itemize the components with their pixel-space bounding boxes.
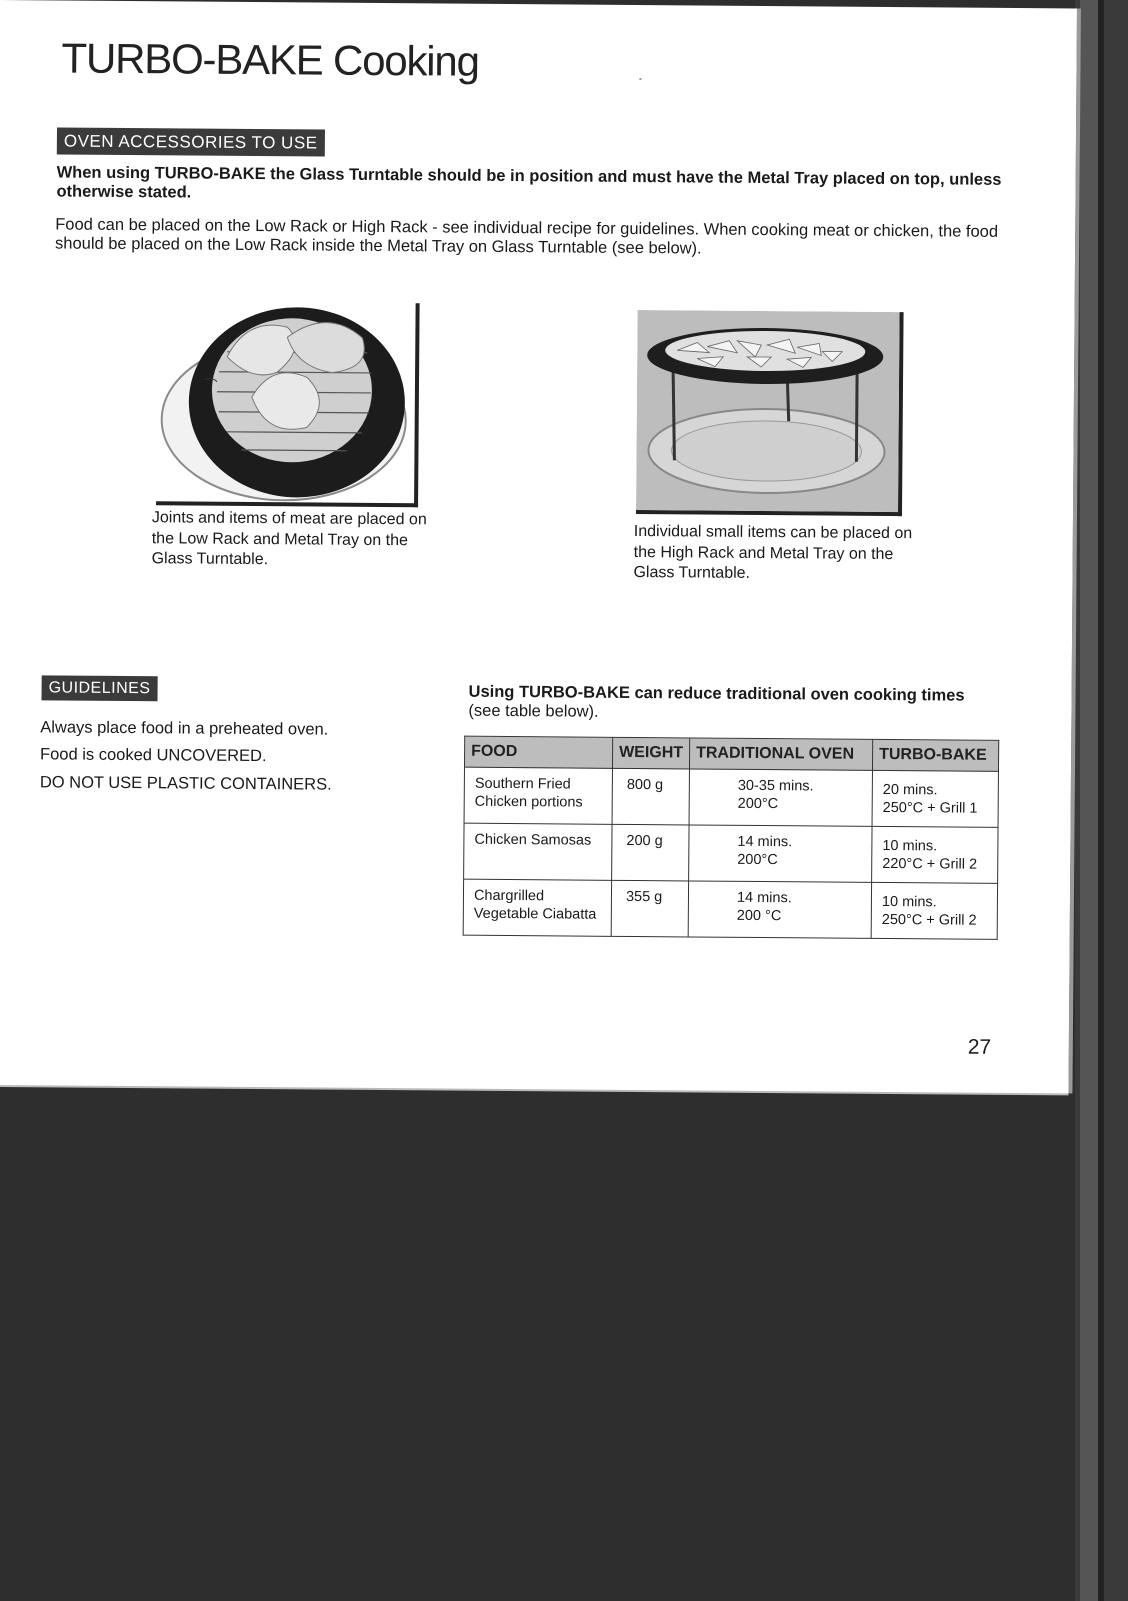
header-turbo-bake: TURBO-BAKE [872,739,998,771]
header-food: FOOD [464,736,612,768]
high-rack-image [636,310,900,512]
accessories-paragraph: Food can be placed on the Low Rack or High Rack - see individual recipe for guidelines. When cooking meat or chicken, the food should be placed on the Low Rack inside the Metal Tray on Glass Turntable (see below). [55,215,999,258]
scan-edge-dark [1098,0,1104,1601]
food-cell: Chicken Samosas [464,823,612,880]
page-number: 27 [967,1035,992,1059]
traditional-cell: 14 mins. 200°C [689,825,872,882]
food-cell: Chargrilled Vegetable Ciabatta [463,879,611,936]
high-rack-photo [636,310,904,516]
traditional-cell: 14 mins. 200 °C [688,881,871,938]
header-weight: WEIGHT [612,737,689,769]
weight-cell: 800 g [612,768,689,825]
table-intro [468,683,1008,725]
turbo-cell: 10 mins. 250°C + Grill 2 [871,882,997,939]
turbo-cell: 10 mins. 220°C + Grill 2 [872,826,998,883]
accessories-intro: When using TURBO-BAKE the Glass Turntable should be in position and must have the Metal Tray placed on top, unless otherwise stated. [56,163,1002,202]
chicken-low-rack-image [156,301,416,503]
guideline-item: DO NOT USE PLASTIC CONTAINERS. [39,773,332,794]
low-rack-caption: Joints and items of meat are placed on the Low Rack and Metal Tray on the Glass Turntable. [151,509,427,569]
guideline-item: Always place food in a preheated oven. [40,718,329,739]
guidelines-heading: GUIDELINES [42,675,158,701]
traditional-cell: 30-35 mins. 200°C [689,769,872,826]
turbo-cell: 20 mins. 250°C + Grill 1 [872,770,998,827]
weight-cell: 200 g [612,824,689,881]
table-row [464,823,998,883]
cooking-times-table [463,736,1000,940]
header-traditional-oven: TRADITIONAL OVEN [689,738,872,770]
high-rack-caption: Individual small items can be placed on the High Rack and Metal Tray on the Glass Turntable. [633,522,913,582]
food-cell: Southern Fried Chicken portions [464,767,612,824]
weight-cell: 355 g [611,880,688,937]
table-row [463,879,997,939]
scan-edge [1080,0,1098,1601]
scan-speck [639,78,641,80]
page-title: TURBO-BAKE Cooking [61,34,479,85]
table-intro-bold: Using TURBO-BAKE can reduce traditional oven cooking times [468,682,965,705]
table-intro-rest: (see table below). [468,701,599,721]
low-rack-photo [156,301,420,507]
table-row [464,767,998,827]
table-header-row [464,736,998,771]
accessories-heading: OVEN ACCESSORIES TO USE [57,127,325,156]
guideline-item: Food is cooked UNCOVERED. [40,745,267,766]
